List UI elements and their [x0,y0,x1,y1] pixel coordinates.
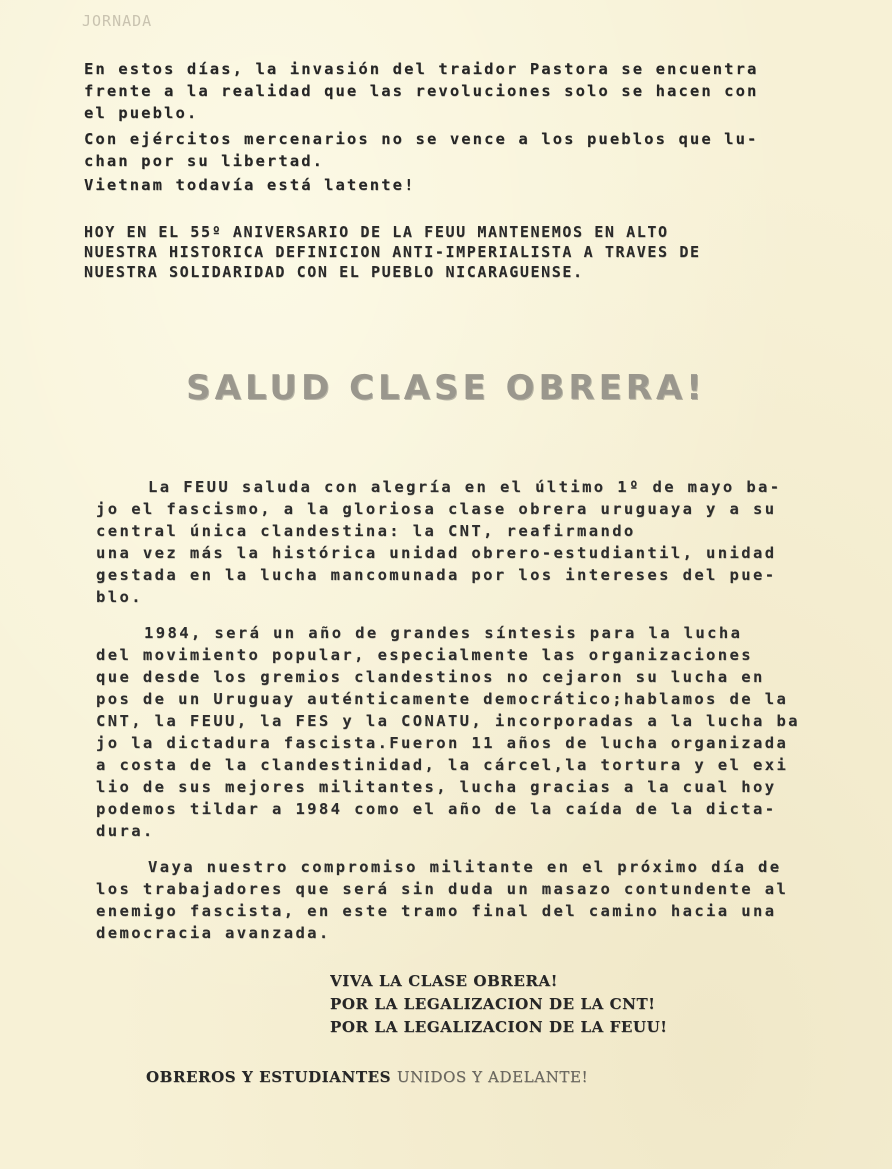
closing-faded: UNIDOS Y ADELANTE! [396,1068,589,1086]
text-line: blo. [96,588,143,606]
header-stamp: JORNADA [82,12,153,30]
text-line: enemigo fascista, en este tramo final del camino hacia una [96,902,777,920]
text-line: NUESTRA HISTORICA DEFINICION ANTI-IMPERIALISTA A TRAVES DE [84,243,701,261]
text-line: dura. [96,822,155,840]
text-line: HOY EN EL 55º ANIVERSARIO DE LA FEUU MANTENEMOS EN ALTO [84,223,669,241]
slogan-line: POR LA LEGALIZACION DE LA CNT! [330,995,656,1013]
text-line: del movimiento popular, especialmente las organizaciones [96,646,753,664]
text-line: que desde los gremios clandestinos no cejaron su lucha en [96,668,765,686]
text-line: 1984, será un año de grandes síntesis para la lucha [144,624,743,642]
text-line: a costa de la clandestinidad, la cárcel,la tortura y el exi [96,756,789,774]
text-line: central única clandestina: la CNT, reafirmando [96,522,636,540]
text-line: democracia avanzada. [96,924,331,942]
body-paragraph-2 [96,622,844,842]
text-line: lio de sus mejores militantes, lucha gracias a la cual hoy [96,778,777,796]
body-paragraph-3 [96,856,844,944]
text-line: NUESTRA SOLIDARIDAD CON EL PUEBLO NICARAGUENSE. [84,263,584,281]
text-line: gestada en la lucha mancomunada por los intereses del pue- [96,566,777,584]
text-line: Vaya nuestro compromiso militante en el próximo día de [148,858,782,876]
text-line: una vez más la histórica unidad obrero-estudiantil, unidad [96,544,777,562]
closing-bold: OBREROS Y ESTUDIANTES [146,1068,392,1086]
slogan-line: POR LA LEGALIZACION DE LA FEUU! [330,1018,668,1036]
closing-slogan [146,1068,846,1086]
body-paragraph-1 [96,476,844,608]
text-line: frente a la realidad que las revoluciones solo se hacen con [84,82,759,100]
text-line: jo el fascismo, a la gloriosa clase obrera uruguaya y a su [96,500,777,518]
text-line: Vietnam todavía está latente! [84,176,416,194]
text-line: CNT, la FEUU, la FES y la CONATU, incorporadas a la lucha ba [96,712,800,730]
headline: SALUD CLASE OBRERA! [186,368,706,408]
text-line: jo la dictadura fascista.Fueron 11 años de lucha organizada [96,734,789,752]
text-line: La FEUU saluda con alegría en el último 1º de mayo ba- [148,478,782,496]
text-line: el pueblo. [84,104,199,122]
slogans [330,970,850,1039]
text-line: En estos días, la invasión del traidor Pastora se encuentra [84,60,759,78]
text-line: podemos tildar a 1984 como el año de la caída de la dicta- [96,800,777,818]
intro-paragraph [84,58,844,196]
text-line: Con ejércitos mercenarios no se vence a los pueblos que lu- [84,130,759,148]
text-line: los trabajadores que será sin duda un masazo contundente al [96,880,789,898]
anniversary-statement [84,222,844,282]
slogan-line: VIVA LA CLASE OBRERA! [330,972,558,990]
text-line: chan por su libertad. [84,152,325,170]
text-line: pos de un Uruguay auténticamente democrático;hablamos de la [96,690,789,708]
